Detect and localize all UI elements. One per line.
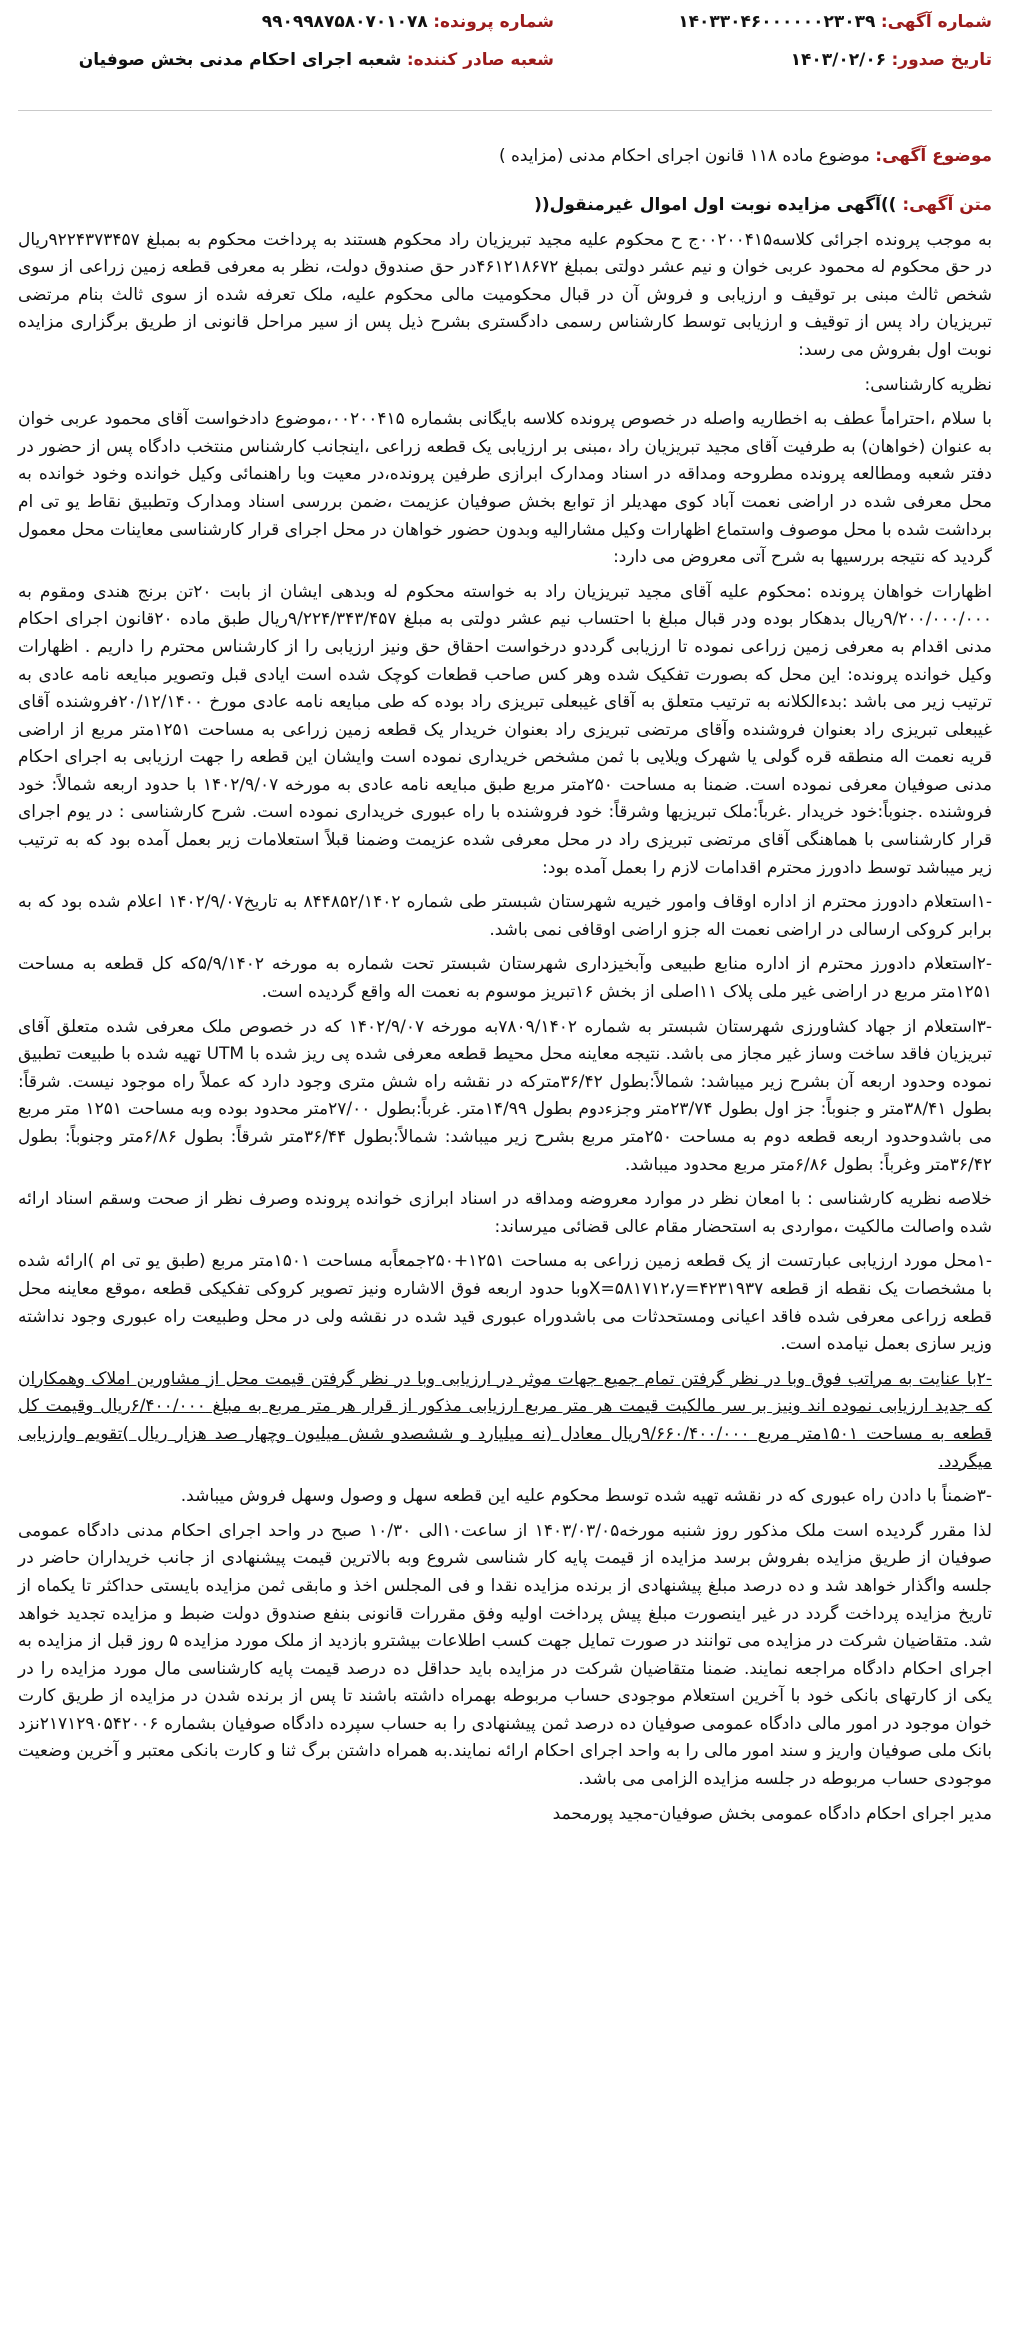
issue-date-row [791,50,992,70]
issuing-branch-value: شعبه اجرای احکام مدنی بخش صوفیان [78,50,402,70]
header-divider [18,110,992,111]
subject-text: موضوع ماده ۱۱۸ قانون اجرای احکام مدنی (مزایده ) [498,146,870,166]
subject-label: موضوع آگهی: [875,146,992,166]
ad-number-value: ۱۴۰۳۳۰۴۶۰۰۰۰۰۰۲۳۰۳۹ [678,12,876,32]
body-title: ))آگهی مزایده نوبت اول اموال غیرمنقول(( [534,195,897,215]
issue-date-value: ۱۴۰۳/۰۲/۰۶ [790,50,887,70]
intro-paragraph: به موجب پرونده اجرائی کلاسه۰۰۲۰۰۴۱۵ج ح محکوم علیه مجید تبریزیان راد محکوم هستند به پرداخت محکوم به بمبلغ ۹۲۲۴۳۷۳۴۵۷ریال در حق محکوم له محمود عربی خوان و نیم عشر دولتی بمبلغ ۴۶۱۲۱۸۶۷۲در حق صندوق دولت، نظر به معرفی قطعه زمین زراعی از سوی شخص ثالث مبنی بر توقیف و ارزیابی و فروش آن در قبال محکومیت مالی محکوم علیه، ملک تعرفه شده از سوی ثالث بنام مرتضی تبریزیان راد پس از توقیف و ارزیابی توسط کارشناس رسمی دادگستری بشرح ذیل پس از سیر مراحل قانونی از طریق برگزاری مزایده نوبت اول بفروش می رسد: [18,229,992,360]
case-number-label: شماره پرونده: [433,12,554,32]
summary-paragraph: خلاصه نظریه کارشناسی : با امعان نظر در موارد معروضه ومداقه در اسناد ابرازی خوانده پرونده وصرف نظر از صحت وسقم اسناد ارائه شده واصالت مالکیت ،مواردی به استحضار مقام عالی قضائی میرساند: [18,1189,992,1237]
auction-paragraph: لذا مقرر گردیده است ملک مذکور روز شنبه مورخه۱۴۰۳/۰۳/۰۵ از ساعت۱۰الی ۱۰/۳۰ صبح در واحد اجرای احکام مدنی دادگاه عمومی صوفیان از طریق مزایده بفروش برسد مزایده از قیمت پایه کار شناسی شروع وبه بالاترین قیمت پیشنهادی از جانب خریداران حاضر در جلسه واگذار خواهد شد و ده درصد مبلغ پیشنهادی از برنده مزایده نقدا و فی المجلس اخذ و مابقی ثمن مزایده بایستی حداکثر تا یکماه از تاریخ مزایده پرداخت گردد در غیر اینصورت مبلغ پیش پرداخت اولیه وفق مقررات قانونی بنفع صندوق دولت ضبط و مزایده تجدید خواهد شد. متقاضیان شرکت در مزایده می توانند در صورت تمایل جهت کسب اطلاعات بیشترو بازدید از ملک مورد مزایده ۵ روز قبل از مزایده به اجرای احکام دادگاه مراجعه نمایند. ضمنا متقاضیان شرکت در مزایده باید حداقل ده درصد قیمت پایه کارشناسی مال مورد مزایده را در یکی از کارتهای بانکی خود با آخرین استعلام موجودی حساب مربوطه بهمراه داشته باشند تا پس از برنده شدن در مزایده از طریق کارت خوان موجود در امور مالی دادگاه عمومی صوفیان ده درصد ثمن پیشنهادی را به حساب سپرده دادگاه صوفیان بشماره ۲۱۷۱۲۹۰۵۴۲۰۰۶نزد بانک ملی صوفیان واریز و سند امور مالی را به واحد اجرای احکام ارائه نمایند.به همراه داشتن برگ ثنا و کارت بانکی معتبر و آخرین وضعیت موجودی حساب مربوطه در جلسه مزایده الزامی می باشد. [18,1520,993,1790]
body-label: متن آگهی: [902,195,992,215]
expert-heading: نظریه کارشناسی: [864,374,992,395]
item-2-valuation: -۲با عنایت به مراتب فوق وبا در نظر گرفتن تمام جمیع جهات موثر در ارزیابی وبا در نظر گرفتن قیمت محل از مشاورین املاک وهمکاران که جدید ارزیابی نموده اند ونیز بر سر مالکیت قیمت هر متر مربع ارزیابی مذکور از قرار هر متر مربع به مبلغ ۶/۴۰۰/۰۰۰ریال وقیمت کل قطعه به مساحت ۱۵۰۱متر مربع ۹/۶۶۰/۴۰۰/۰۰۰ریال معادل (نه میلیارد و ششصدو شش میلیون وچهار صد هزار ریال )تقویم وارزیابی میگردد. [18,1368,993,1472]
inquiry-3: -۳استعلام از جهاد کشاورزی شهرستان شبستر به شماره ۷۸۰۹/۱۴۰۲به مورخه ۱۴۰۲/۹/۰۷ که در خصوص ملک معرفی شده متعلق آقای تبریزیان فاقد ساخت وساز غیر مجاز می باشد. نتیجه معاینه محل محیط قطعه معرفی شده پی ریز شده با UTM تهیه شده با طبیعت تطبیق نموده وحدود اربعه آن بشرح زیر میباشد: شمالاً:بطول ۳۶/۴۲مترکه در نقشه راه شش متری وجود دارد که عملاً راه موجود نیست. شرقاً: بطول ۳۸/۴۱متر و جنوباً: جز اول بطول ۲۳/۷۴متر وجزءدوم بطول ۱۴/۹۹متر. غرباً:بطول ۲۷/۰۰متر محدود بوده وبه مساحت ۱۲۵۱ متر مربع می باشدوحدود اربعه قطعه دوم به مساحت ۲۵۰متر مربع بشرح زیر میباشد: شمالاً:بطول ۳۶/۴۴متر شرقاً: بطول ۶/۸۶متر وجنوباً: بطول ۳۶/۴۲متر وغرباً: بطول ۶/۸۶متر مربع محدود میباشد. [18,1016,993,1175]
case-number-row [262,12,554,32]
issue-date-label: تاریخ صدور: [891,50,992,70]
issuing-branch-label: شعبه صادر کننده: [406,50,554,70]
statements-paragraph: اظهارات خواهان پرونده :محکوم علیه آقای مجید تبریزیان راد به خواسته محکوم له وبدهی ایشان از بابت ۲۰تن برنج هندی ومقوم به ۹/۲۰۰/۰۰۰/۰۰۰ریال بدهکار بوده ودر قبال مبلغ با احتساب نیم عشر دولتی به مبلغ ۹/۲۲۴/۳۴۳/۴۵۷ریال طبق ماده ۲۰قانون اجرای احکام مدنی اقدام به معرفی زمین زراعی نموده تا ارزیابی گرددو درخواست احقاق حق ونیز ارزیابی را از کارشناس محترم را داریم . اظهارات وکیل خوانده پرونده: این محل که بصورت تفکیک شده وهر کس صاحب قطعات کوچک شده است ایادی قبل وتصویر مبایعه نامه عادی به ترتیب زیر می باشد :بدءالکلانه به ترتیب متعلق به آقای غیبعلی تبریزی راد بوده که طی مبایعه نامه عادی مورخ ۲۰/۱۲/۱۴۰۰فروشنده آقای غیبعلی تبریزی راد بعنوان فروشنده وآقای مرتضی تبریزی راد بعنوان خریدار یک قطعه زمین زراعی به مساحت ۱۲۵۱متر مربع از اراضی قریه نعمت اله منطقه قره گولی یا شهرک ویلایی با ثمن مشخص خریداری نموده است وایشان این قطعه را جهت ارزیابی به اجرای احکام مدنی صوفیان معرفی نموده است. ضمنا به مساحت ۲۵۰متر مربع طبق مبایعه نامه عادی به مورخه ۱۴۰۲/۹/۰۷ با حدود اربعه شمالاً: خود فروشنده .جنوباً:خود خریدار .غرباً:ملک تبریزیها وشرقاً: خود فروشنده با راه عبوری خریداری نموده است. شرح کارشناسی : در یوم اجرای قرار کارشناسی با هماهنگی آقای مرتضی تبریزی راد در محل معرفی شده عزیمت وضمنا قبلاً استعلامات زیر بعمل آمده بود که به ترتیب زیر میباشد توسط دادورز محترم اقدامات لازم را بعمل آمده بود: [18,581,992,878]
issuing-branch-row [79,50,554,70]
item-3: -۳ضمناً با دادن راه عبوری که در نقشه تهیه شده توسط محکوم علیه این قطعه سهل و وصول وسهل فروش میباشد. [180,1486,992,1507]
subject-row [499,146,992,166]
notice-body [18,192,992,1835]
ad-number-row [678,12,992,32]
signature: مدیر اجرای احکام دادگاه عمومی بخش صوفیان-مجید پورمحمد [552,1803,992,1824]
inquiry-1: -۱استعلام دادورز محترم از اداره اوقاف وامور خیریه شهرستان شبستر طی شماره ۸۴۴۸۵۲/۱۴۰۲ به تاریخ۱۴۰۲/۹/۰۷ اعلام شده بود که به برابر کروکی ارسالی در اراضی نعمت اله جزو اراضی اوقافی نمی باشد. [18,892,992,940]
body-title-row [18,192,992,220]
case-number-value: ۹۹۰۹۹۸۷۵۸۰۷۰۱۰۷۸ [261,12,428,32]
ad-number-label: شماره آگهی: [880,12,992,32]
item-1: -۱محل مورد ارزیابی عبارتست از یک قطعه زمین زراعی به مساحت ۱۲۵۱+۲۵۰جمعاًبه مساحت ۱۵۰۱متر مربع (طبق یو تی ام )ارائه شده با مشخصات یک نقطه از قطعه X=۵۸۱۷۱۲،y=۴۲۳۱۹۳۷وبا حدود اربعه فوق الاشاره ونیز تصویر کروکی تفکیکی قطعه ،موقع معاینه محل قطعه زراعی معرفی شده فاقد اعیانی ومستحدثات می باشدوراه عبوری قید شده در نقشه ولی در محل وطبیعت راه عبوری وجود نداشته وزیر سازی بعمل نیامده است. [18,1251,992,1355]
expert-intro-paragraph: با سلام ،احتراماً عطف به اخطاریه واصله در خصوص پرونده کلاسه بایگانی بشماره ۰۰۲۰۰۴۱۵،موضوع دادخواست آقای محمود عربی خوان به عنوان (خواهان) به طرفیت آقای مجید تبریزیان راد ،مبنی بر ارزیابی یک قطعه زراعی ،اینجانب کارشناس منتخب دادگاه پس از حضور در دفتر شعبه ومطالعه پرونده مطروحه ومداقه در اسناد ومدارک ابرازی طرفین پرونده،در معیت وبا راهنمائی وکیل خوانده وخود خوانده به محل معرفی شده در اراضی نعمت آباد کوی مهدیلر از توابع بخش صوفیان عزیمت ،ضمن بررسی اسناد ومدارک وتطبیق نقاط یو تی ام برداشت شده با محل موصوف واستماع اظهارات وکیل مشارالیه وبدون حضور خواهان در محل اجرای قرار کارشناسی معاینات محل معمول گردید که نتیجه بررسیها به شرح آتی معروض می دارد: [18,409,992,568]
inquiry-2: -۲استعلام دادورز محترم از اداره منابع طبیعی وآبخیزداری شهرستان شبستر تحت شماره به مورخه ۵/۹/۱۴۰۲که کل قطعه به مساحت ۱۲۵۱متر مربع در اراضی غیر ملی پلاک ۱۱اصلی از بخش ۱۶تبریز موسوم به نعمت اله واقع گردیده است. [18,954,992,1003]
